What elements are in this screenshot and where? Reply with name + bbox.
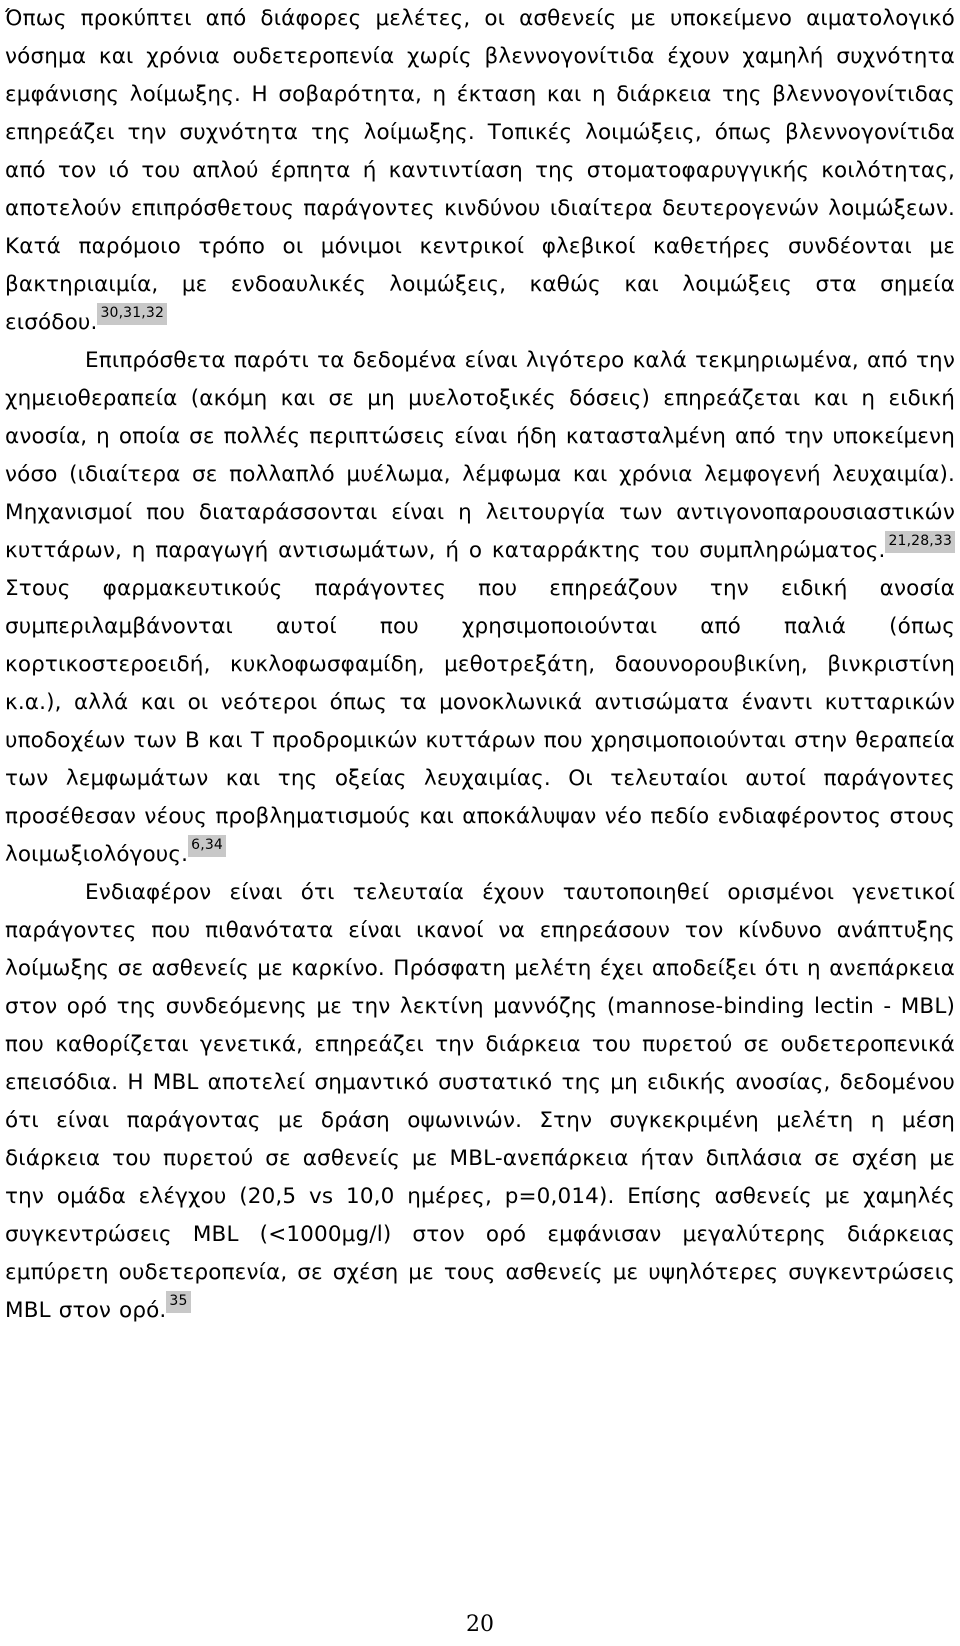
paragraph-3 <box>5 874 955 1330</box>
paragraph-3-text: Ενδιαφέρον είναι ότι τελευταία έχουν ταυτοποιηθεί ορισμένοι γενετικοί παράγοντες που πιθανότατα είναι ικανοί να επηρεάσουν τον κίνδυνο ανάπτυξης λοίμωξης σε ασθενείς με καρκίνο. Πρόσφατη μελέτη έχει αποδείξει ότι η ανεπάρκεια στον ορό της συνδεόμενης με την λεκτίνη μαννόζης (mannose-binding lectin - MBL) που καθορίζεται γενετικά, επηρεάζει την διάρκεια του πυρετού σε ουδετεροπενικά επεισόδια. Η MBL αποτελεί σημαντικό συστατικό της μη ειδικής ανοσίας, δεδομένου ότι είναι παράγοντας με δράση οψωνινών. Στην συγκεκριμένη μελέτη η μέση διάρκεια του πυρετού σε ασθενείς με MBL-ανεπάρκεια ήταν διπλάσια σε σχέση με την ομάδα ελέγχου (20,5 vs 10,0 ημέρες, p=0,014). Επίσης ασθενείς με χαμηλές συγκεντρώσεις MBL (<1000μg/l) στον ορό εμφάνισαν μεγαλύτερης διάρκειας εμπύρετη ουδετεροπενία, σε σχέση με τους ασθενείς με υψηλότερες συγκεντρώσεις MBL στον ορό. <box>5 880 955 1323</box>
paragraph-2-text-a: Επιπρόσθετα παρότι τα δεδομένα είναι λιγότερο καλά τεκμηριωμένα, από την χημειοθεραπεία (ακόμη και σε μη μυελοτοξικές δόσεις) επηρεάζεται και η ειδική ανοσία, η οποία σε πολλές περιπτώσεις είναι ήδη κατασταλμένη από την υποκείμενη νόσο (ιδιαίτερα σε πολλαπλό μυέλωμα, λέμφωμα και χρόνια λεμφογενή λευχαιμία). Μηχανισμοί που διαταράσσονται είναι η λειτουργία των αντιγονοπαρουσιαστικών κυττάρων, η παραγωγή αντισωμάτων, ή ο καταρράκτης του συμπληρώματος. <box>5 348 955 563</box>
citation-ref: 21,28,33 <box>885 531 955 553</box>
paragraph-2-text-b: Στους φαρμακευτικούς παράγοντες που επηρεάζουν την ειδική ανοσία συμπεριλαμβάνονται αυτοί που χρησιμοποιούνται από παλιά (όπως κορτικοστεροειδή, κυκλοφωσφαμίδη, μεθοτρεξάτη, δαουνορουβικίνη, βινκριστίνη κ.α.), αλλά και οι νεότεροι όπως τα μονοκλωνικά αντισώματα έναντι κυτταρικών υποδοχέων των Β και Τ προδρομικών κυττάρων που χρησιμοποιούνται στην θεραπεία των λεμφωμάτων και της οξείας λευχαιμίας. Οι τελευταίοι αυτοί παράγοντες προσέθεσαν νέους προβληματισμούς και αποκάλυψαν νέο πεδίο ενδιαφέροντος στους λοιμωξιολόγους. <box>5 576 955 867</box>
page-number: 20 <box>466 1612 494 1637</box>
body-text <box>5 0 955 1330</box>
citation-ref: 6,34 <box>188 835 226 857</box>
paragraph-1-text: Όπως προκύπτει από διάφορες μελέτες, οι ασθενείς με υποκείμενο αιματολογικό νόσημα και χρόνια ουδετεροπενία χωρίς βλεννογονίτιδα έχουν χαμηλή συχνότητα εμφάνισης λοίμωξης. Η σοβαρότητα, η έκταση και η διάρκεια της βλεννογονίτιδας επηρεάζει την συχνότητα της λοίμωξης. Τοπικές λοιμώξεις, όπως βλεννογονίτιδα από τον ιό του απλού έρπητα ή καντιντίαση της στοματοφαρυγγικής κοιλότητας, αποτελούν επιπρόσθετους παράγοντες κινδύνου ιδιαίτερα δευτερογενών λοιμώξεων. Κατά παρόμοιο τρόπο οι μόνιμοι κεντρικοί φλεβικοί καθετήρες συνδέονται με βακτηριαιμία, με ενδοαυλικές λοιμώξεις, καθώς και λοιμώξεις στα σημεία εισόδου. <box>5 6 955 335</box>
paragraph-2 <box>5 342 955 874</box>
paragraph-1 <box>5 0 955 342</box>
citation-ref: 30,31,32 <box>97 303 167 325</box>
citation-ref: 35 <box>166 1291 190 1313</box>
